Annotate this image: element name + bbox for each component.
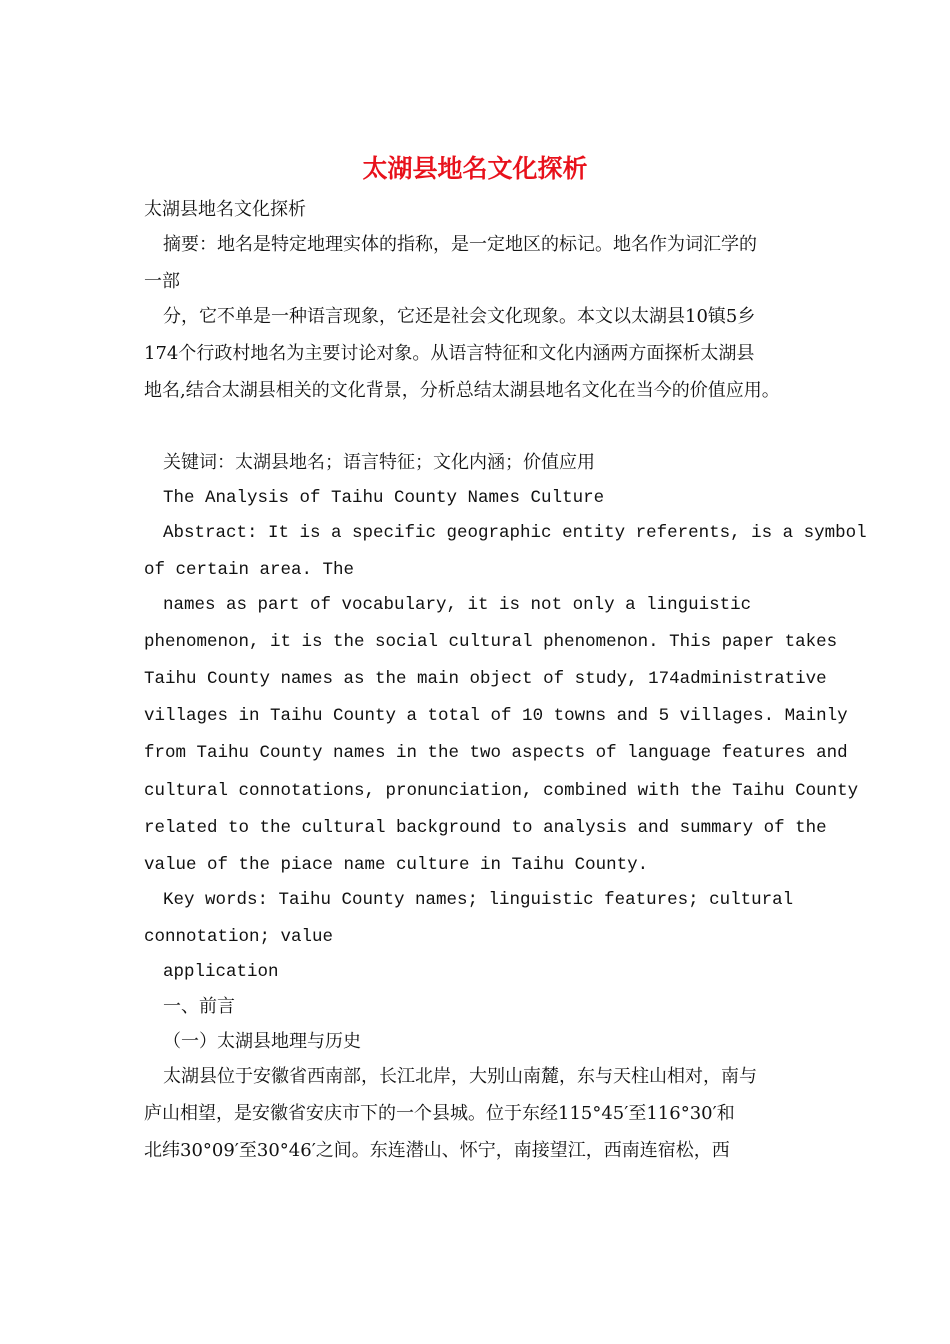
abstract-en-line: villages in Taihu County a total of 10 towns and 5 villages. Mainly <box>144 706 848 726</box>
abstract-cn-line: 摘要：地名是特定地理实体的指称，是一定地区的标记。地名作为词汇学的 <box>163 234 757 255</box>
keywords-en-line: connotation; value <box>144 927 334 947</box>
section-heading: 一、前言 <box>163 996 235 1017</box>
body-line: 太湖县位于安徽省西南部，长江北岸，大别山南麓，东与天柱山相对，南与 <box>163 1066 757 1087</box>
keywords-en-line: Key words: Taihu County names; linguistic features; cultural <box>163 890 794 910</box>
english-title-line: The Analysis of Taihu County Names Culture <box>163 488 605 508</box>
abstract-cn-line: 174个行政村地名为主要讨论对象。从语言特征和文化内涵两方面探析太湖县 <box>144 343 755 364</box>
subtitle-line: 太湖县地名文化探析 <box>144 199 306 220</box>
abstract-cn-line: 一部 <box>144 271 180 292</box>
abstract-cn-line: 地名,结合太湖县相关的文化背景，分析总结太湖县地名文化在当今的价值应用。 <box>144 380 780 401</box>
document-title: 太湖县地名文化探析 <box>362 154 588 183</box>
abstract-en-line: Abstract: It is a specific geographic entity referents, is a symbol <box>163 523 867 543</box>
body-line: 庐山相望，是安徽省安庆市下的一个县城。位于东经115°45′至116°30′和 <box>144 1103 735 1124</box>
abstract-en-line: names as part of vocabulary, it is not only a linguistic <box>163 595 752 615</box>
body-line: 北纬30°09′至30°46′之间。东连潜山、怀宁，南接望江，西南连宿松，西 <box>144 1140 730 1161</box>
keywords-cn-line: 关键词：太湖县地名；语言特征；文化内涵；价值应用 <box>163 452 595 473</box>
abstract-en-line: value of the piace name culture in Taihu County. <box>144 855 649 875</box>
abstract-en-line: phenomenon, it is the social cultural phenomenon. This paper takes <box>144 632 838 652</box>
subsection-heading: （一）太湖县地理与历史 <box>163 1031 361 1052</box>
abstract-en-line: of certain area. The <box>144 560 355 580</box>
abstract-en-line: Taihu County names as the main object of study, 174administrative <box>144 669 827 689</box>
abstract-en-line: cultural connotations, pronunciation, combined with the Taihu County <box>144 781 859 801</box>
abstract-en-line: related to the cultural background to analysis and summary of the <box>144 818 827 838</box>
abstract-en-line: from Taihu County names in the two aspects of language features and <box>144 743 848 763</box>
keywords-en-line: application <box>163 962 279 982</box>
abstract-cn-line: 分，它不单是一种语言现象，它还是社会文化现象。本文以太湖县10镇5乡 <box>163 306 756 327</box>
